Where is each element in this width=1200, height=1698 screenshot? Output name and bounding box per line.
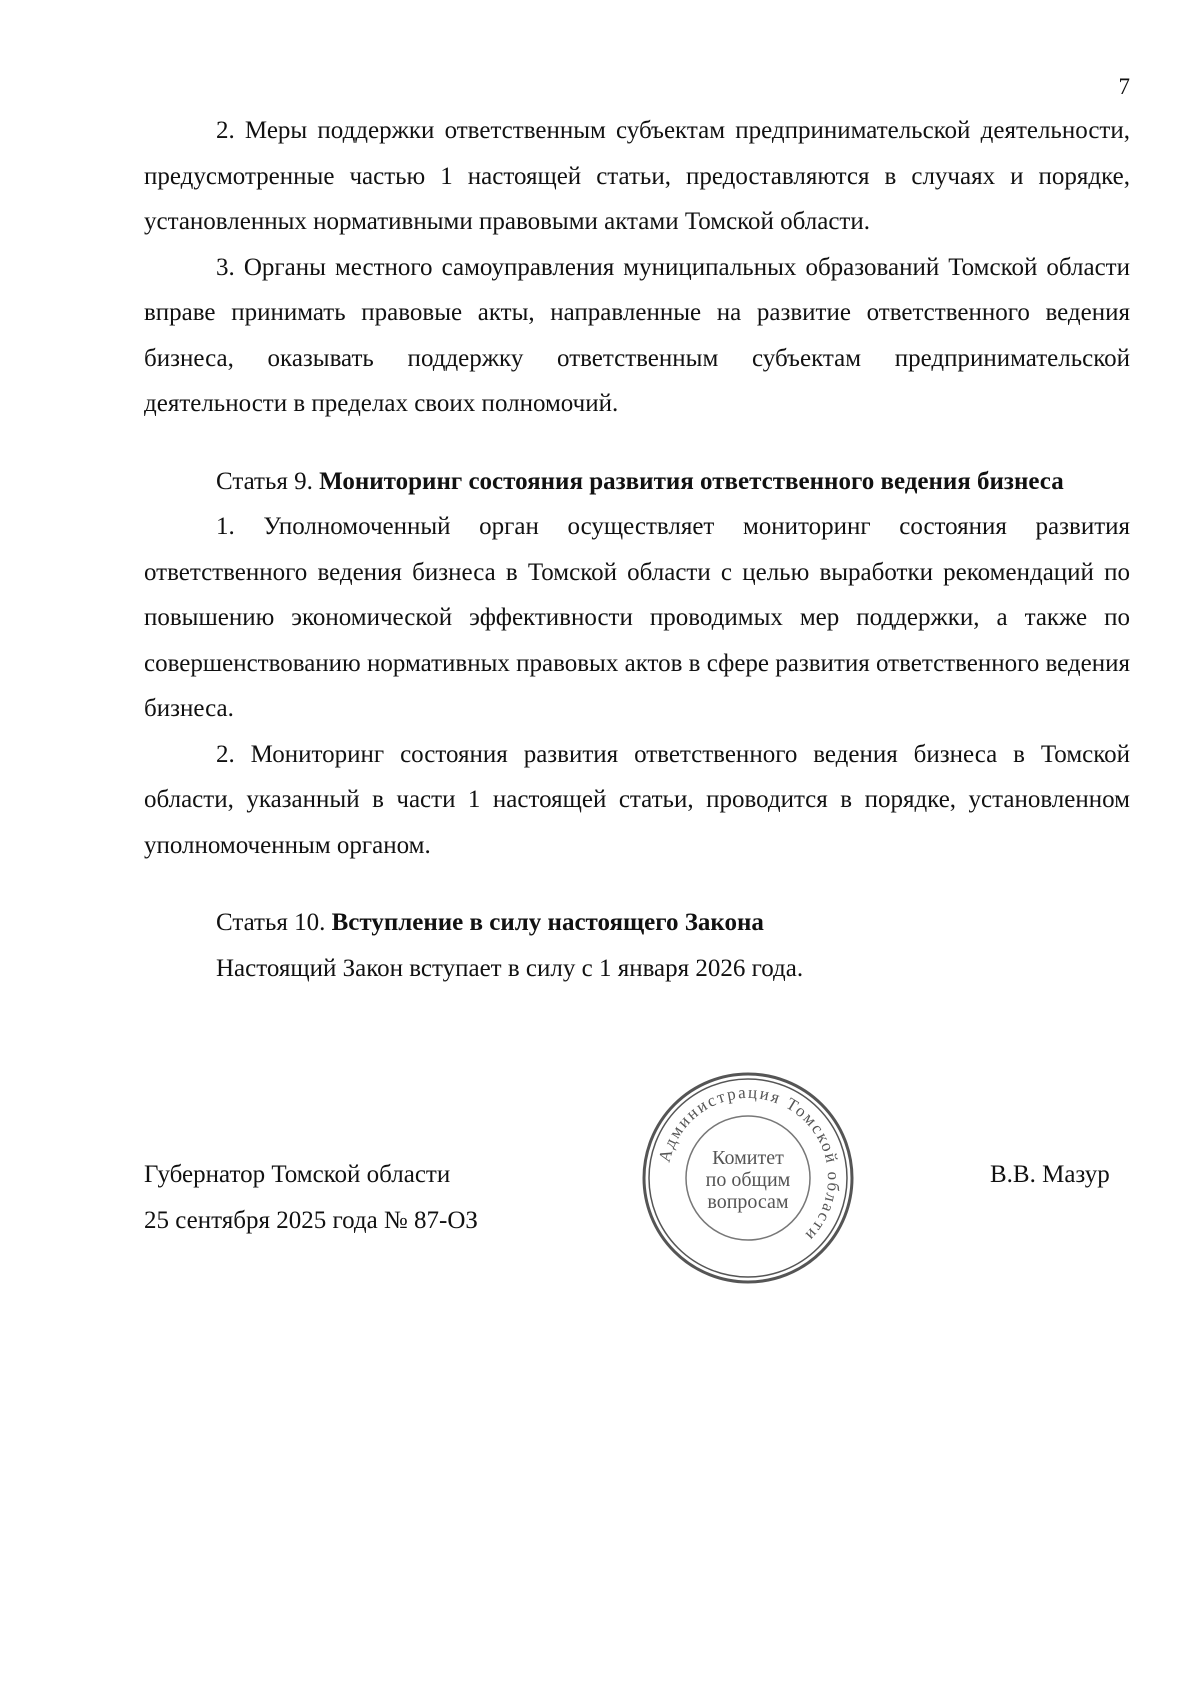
article-10-heading (144, 900, 1130, 946)
article-title: Мониторинг состояния развития ответственного ведения бизнеса (319, 467, 1064, 495)
law-date-number: 25 сентября 2025 года № 87-ОЗ (144, 1206, 478, 1234)
paragraph: 2. Меры поддержки ответственным субъектам предпринимательской деятельности, предусмотренные частью 1 настоящей статьи, предоставляются в случаях и порядке, установленных нормативными правовыми актами Томской области. (144, 117, 1130, 235)
official-stamp (640, 1070, 856, 1286)
signature-block (144, 1152, 478, 1243)
stamp-center-line: вопросам (707, 1191, 789, 1213)
stamp-center-line: Комитет (712, 1147, 784, 1169)
page-number: 7 (1118, 74, 1130, 99)
signatory-position: Губернатор Томской области (144, 1161, 451, 1188)
article-label: Статья 10. (216, 909, 326, 936)
stamp-center-line: по общим (705, 1169, 791, 1191)
paragraph: 2. Мониторинг состояния развития ответственного ведения бизнеса в Томской области, указанный в части 1 настоящей статьи, проводится в порядке, установленном уполномоченным органом. (144, 740, 1130, 859)
article-title: Вступление в силу настоящего Закона (331, 909, 764, 936)
paragraph: 1. Уполномоченный орган осуществляет мониторинг состояния развития ответственного ведения бизнеса в Томской области с целью выработки рекомендаций по повышению экономической эффективности проводимых мер поддержки, а также по совершенствованию нормативных правовых актов в сфере развития ответственного ведения бизнеса. (144, 513, 1130, 722)
stamp-ring-text: Администрация Томской области (654, 1082, 844, 1246)
article-label: Статья 9. (216, 467, 313, 495)
signatory-name: В.В. Мазур (990, 1161, 1110, 1188)
document-body (144, 108, 1130, 991)
article-9-heading (144, 459, 1130, 505)
paragraph: Настоящий Закон вступает в силу с 1 января 2026 года. (216, 954, 804, 982)
paragraph: 3. Органы местного самоуправления муниципальных образований Томской области вправе принимать правовые акты, направленные на развитие ответственного ведения бизнеса, оказывать поддержку ответственным субъектам предпринимательской деятельности в пределах своих полномочий. (144, 253, 1130, 417)
